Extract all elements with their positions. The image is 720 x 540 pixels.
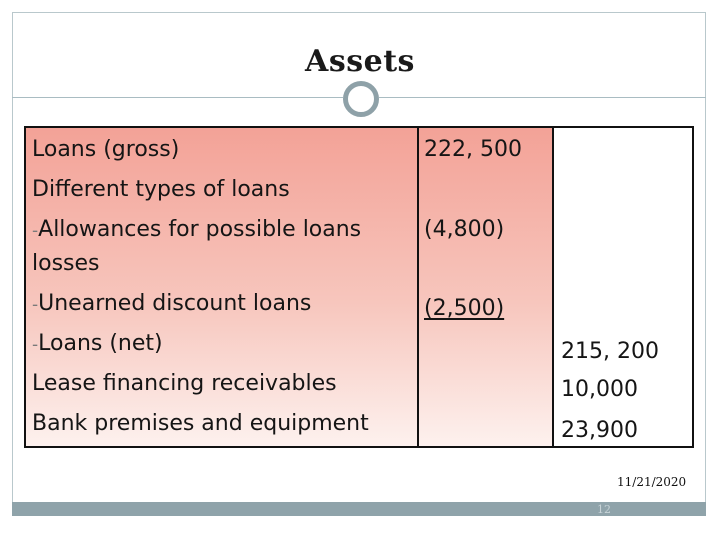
row-label: Different types of loans	[32, 177, 290, 202]
row-label: Loans (gross)	[32, 137, 180, 162]
title-rule-right	[379, 97, 706, 98]
ring-ornament-icon	[343, 81, 379, 117]
column-divider	[552, 126, 554, 448]
slide-date: 11/21/2020	[617, 475, 687, 489]
value-unearned-discount: (2,500)	[424, 296, 505, 321]
column-divider	[417, 126, 419, 448]
value-net-loans: 215, 200	[561, 339, 659, 364]
slide-title: Assets	[305, 44, 415, 79]
page-number: 12	[597, 503, 611, 516]
value-allowances: (4,800)	[424, 217, 505, 242]
row-label: -Allowances for possible loans	[32, 217, 362, 242]
title-rule-left	[12, 97, 343, 98]
row-label: Lease financing receivables	[32, 371, 337, 396]
row-label: -Unearned discount loans	[32, 291, 312, 316]
value-lease-financing: 10,000	[561, 377, 638, 402]
value-premises-equipment: 23,900	[561, 418, 638, 443]
row-label: Bank premises and equipment	[32, 411, 369, 436]
row-label: -Loans (net)	[32, 331, 163, 356]
value-gross-loans: 222, 500	[424, 137, 522, 162]
row-label: losses	[32, 251, 100, 276]
